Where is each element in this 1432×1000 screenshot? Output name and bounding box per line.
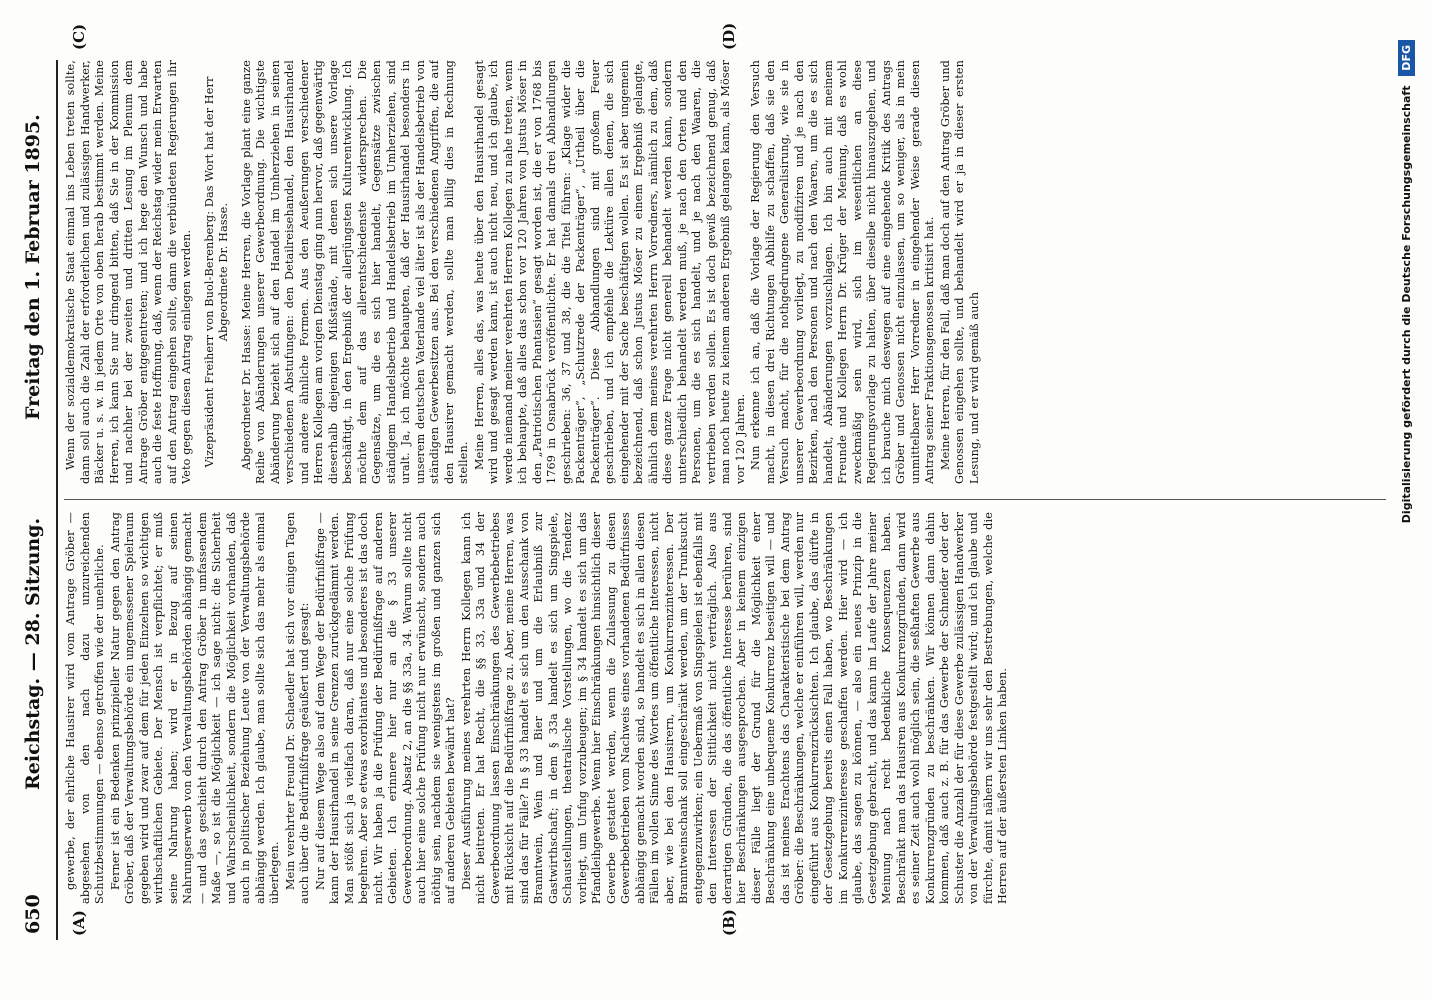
margin-letter-b: (B) bbox=[720, 909, 738, 936]
paragraph: Ferner ist ein Bedenken prinzipieller Natur gegen den Antrag Gröber, daß der Verwaltungsbehörde ein ungemessener Spielraum gegeben wird und zwar auf dem für jeden Einzelnen so wichtigen wirthschaftlichen Gebiete. Der Mensch ist verpflichtet; er muß seine Nahrung haben; wird er in Bezug auf seinen Nahrungserwerb von den Verwaltungsbehörden abhängig gemacht — und das geschieht durch den Antrag Gröber in umfassendem Maße —, so ist die Möglichkeit — ich sage nicht: die Sicherheit und Wahrscheinlichkeit, sondern die Möglichkeit vorhanden, daß auch in politischer Beziehung Leute von der Verwaltungsbehörde abhängig werden. Ich glaube, man sollte sich das mehr als einmal überlegen. bbox=[108, 512, 281, 904]
paragraph: Dieser Ausführung meines verehrten Herrn Kollegen kann ich nicht beitreten. Er hat Recht, die §§ 33, 33a und 34 der Gewerbeordnung lassen Einschränkungen des Gewerbebetriebes mit Rücksicht auf die Bedürfnißfrage zu. Aber, meine Herren, was sind das für Fälle? In § 33 handelt es sich um den Ausschank von Branntwein, Wein und Bier und um die Erlaubniß zur Gastwirthschaft; in dem § 33a handelt es sich um Singspiele, Schaustellungen, theatralische Vorstellungen, wo die Tendenz vorliegt, um Unfug vorzubeugen; im § 34 handelt es sich um das Pfandleihgewerbe. Wenn hier Einschränkungen hinsichtlich dieser Gewerbe gestattet werden, wenn die Zulassung zu diesen Gewerbebetrieben vom Nachweis eines vorhandenen Bedürfnisses abhängig gemacht worden sind, so handelt es sich in allen diesen Fällen im vollen Sinne des Wortes um öffentliche Interessen, nicht aber, wie bei den Hausirern, um Konkurrenzinteressen. Der Branntweinschank soll eingeschränkt werden, um der Trunksucht entgegenzuwirken; ein Uebermaß von Singspielen ist ebenfalls mit den Interessen der Sittlichkeit nicht verträglich. Also aus derartigen Gründen, die das öffentliche Interesse berühren, sind hier Beschränkungen ausgesprochen. Aber in keinem einzigen dieser Fälle liegt der Grund für die Möglichkeit einer Beschränkung eine unbequeme Konkurrenz beseitigen will — und das ist meines Erachtens das Charakteristische bei dem Antrag Gröber: die Beschränkungen, welche er einführen will, werden nur eingeführt aus Konkurrenzrücksichten. Ich glaube, das dürfte in der Gesetzgebung bereits einen Fall haben, wo Beschränkungen im Konkurrenzinteresse geschaffen werden. Hier wird — ich glaube, das sagen zu können, — also ein neues Prinzip in die Gesetzgebung gebracht, und das kann im Laufe der Jahre meiner Meinung nach recht bedenkliche Konsequenzen haben. Beschränkt man das Hausiren aus Konkurrenzgründen, dann wird es seiner Zeit auch wohl möglich sein, die seßhaften Gewerbe aus Konkurrenzgründen zu beschränken. Wir können dann dahin kommen, daß auch z. B. für das Gewerbe der Schneider oder der Schuster die Anzahl der für diese Gewerbe zulässigen Handwerker von der Verwaltungsbehörde festgestellt wird; und ich glaube und fürchte, damit nähern wir uns sehr den Bestrebungen, welche die Herren auf der äußersten Linken haben. bbox=[459, 512, 1009, 904]
column-divider bbox=[64, 499, 1386, 500]
paragraph: Nun erkenne ich an, daß die Vorlage der Regierung den Versuch macht, in diesen drei Richtungen Abhilfe zu schaffen, daß sie den Versuch macht, für die nothgedrungene Generalisirung, wie sie in unserer Gewerbeordnung vorliegt, zu modifiziren und je nach den Bezirken, nach den Personen und nach den Waaren, um die es sich handelt, Abänderungen vorzuschlagen. Ich bin auch mit meinem Freunde und Kollegen Herrn Dr. Krüger der Meinung, daß es wohl zweckmäßig sein wird, sich im wesentlichen an diese Regierungsvorlage zu halten, über dieselbe nicht hinauszugehen, und ich brauche mich deswegen auf eine eingehende Kritik des Antrags Gröber und Genossen nicht einzulassen, um so weniger, als in mein unmittelbarer Herr Vorredner in eingehender Weise gerade diesen Antrag seiner Fraktionsgenossen kritisirt hat. bbox=[749, 60, 936, 484]
paragraph: gewerbe, der ehrliche Hausirer wird vom Antrage Gröber — abgesehen von den nach dazu unzureichenden Schutzbestimmungen — ebenso getroffen wie der unehrliche. bbox=[64, 512, 106, 904]
paragraph: Meine Herren, alles das, was heute über den Hausirhandel gesagt wird und gesagt werden kann, ist auch nicht neu, und ich glaube, ich werde niemand meiner verehrten Herren Kollegen zu nahe treten, wenn ich behaupte, daß alles das schon vor 120 Jahren von Justus Möser in den „Patriotischen Phantasien“ gesagt worden ist, die er von 1768 bis 1769 in Osnabrück veröffentlichte. Er hat damals drei Abhandlungen geschrieben: 36, 37 und 38, die die Titel führen: „Klage wider die Packenträger“, „Schutzrede der Packenträger“, „Urtheil über die Packenträger“. Diese Abhandlungen sind mit großem Feuer geschrieben, und ich empfehle die Lektüre allen denen, die sich eingehender mit der Sache beschäftigen wollen. Es ist aber ungemein bezeichnend, daß schon Justus Möser zu einem Ergebniß gelangte, ähnlich dem meines verehrten Herrn Vorredners, nämlich zu dem, daß diese ganze Frage nicht generell behandelt werden kann, sondern unterschiedlich behandelt werden muß, je nach den Orten und den Personen, um die es sich handelt, und je nach den Waaren, die vertrieben werden sollen. Es ist doch gewiß bezeichnend genug, daß man noch heute zu keinem anderen Ergebniß gelangen kann, als Möser vor 120 Jahren. bbox=[472, 60, 747, 484]
right-column bbox=[64, 60, 1386, 484]
paragraph: Meine Herren, für den Fall, daß man doch auf den Antrag Gröber und Genossen eingehen sollte, und behandelt wird er ja in dieser ersten Lesung, und er wird gemäß auch bbox=[938, 60, 981, 484]
quoted-paragraph: Nur auf diesem Wege also auf dem Wege der Bedürfnißfrage — kann der Hausirhandel in seine Grenzen zurückgedämmt werden. Man stößt sich ja vielfach daran, daß nur eine solche Prüfung begehren. Aber so etwas exorbitantes und besonderes ist das doch nicht. Wir haben ja die Prüfung der Bedürfnißfrage auf anderen Gebieten. Ich erinnere hier nur an die § 33 unserer Gewerbeordnung. Absatz 2, an die §§ 33a, 34. Warum sollte nicht auch hier eine solche Prüfung nicht nur erwünscht, sondern auch nöthig sein, nachdem sie wenigstens im großen und ganzen sich auf anderen Gebieten bewährt hat? bbox=[313, 512, 457, 904]
issue-date: Freitag den 1. Februar 1895. bbox=[22, 114, 44, 420]
margin-letter-a: (A) bbox=[70, 910, 88, 936]
page-number: 650 bbox=[22, 894, 44, 934]
paragraph: Mein verehrter Freund Dr. Schaedler hat sich vor einigen Tagen auch über die Bedürfnißfrage geäußert und gesagt: bbox=[283, 512, 311, 904]
margin-letter-c: (C) bbox=[70, 23, 88, 50]
paragraph: Wenn der sozialdemokratische Staat einmal ins Leben treten sollte, dann soll auch die Zahl der erforderlichen und zulässigen Handwerker, Bäcker u. s. w. in jedem Orte von oben herab bestimmt werden. Meine Herren, ich kann Sie nur dringend bitten, daß Sie in der Kommission und nachher bei der zweiten und dritten Lesung im Plenum dem Antrage Gröber entgegentreten; und ich hege den Wunsch und habe auch die feste Hoffnung, daß, wenn der Reichstag wider mein Erwarten auf den Antrag eingehen sollte, dann die verbündeten Regierungen ihr Veto gegen diesen Antrag einlegen werden. bbox=[64, 60, 193, 484]
dfg-logo: DFG bbox=[1398, 40, 1415, 76]
credit-text: Digitalisierung gefördert durch die Deutsche Forschungsgemeinschaft bbox=[1400, 85, 1413, 524]
paragraph: Abgeordneter Dr. Hasse: Meine Herren, die Vorlage plant eine ganze Reihe von Abänderungen unserer Gewerbeordnung. Die wichtigste Abänderung bezieht sich auf den Handel im Umherziehen in seinen verschiedenen Abstufungen: den Detailreisehandel, den Hausirhandel und andere ähnliche Formen. Aus den Aeußerungen verschiedener Herren Kollegen am vorigen Dienstag ging nun hervor, daß gegenwärtig dieserhalb diejenigen Mißstände, mit denen sich unsere Vorlage beschäftigt, in den Ergebniß der allerjüngsten Kulturentwicklung. Ich möchte dem auf das allerentschiedenste widersprechen. Die Gegensätze, um die es sich hier handelt, Gegensätze zwischen ständigem Handelsbetrieb und Handelsbetrieb im Umherziehen, sind uralt. Ja, ich möchte behaupten, daß der Hausirhandel besonders in unserem deutschen Vaterlande viel älter ist als der Handelsbetrieb von ständigen Gewerbesitzen aus. Bei den verschiedenen Angriffen, die auf den Hausirer gemacht werden, sollte man billig dies in Rechnung stellen. bbox=[239, 60, 470, 484]
page-header bbox=[12, 60, 58, 940]
digitization-credit bbox=[1398, 40, 1426, 960]
publication-title: Reichstag. — 28. Sitzung. bbox=[22, 517, 44, 790]
left-column bbox=[64, 512, 1386, 904]
speaker-announcement: Vizepräsident Freiherr von Buol-Berenberg: Das Wort hat der Herr Abgeordnete Dr. Hasse. bbox=[202, 76, 230, 468]
margin-letter-d: (D) bbox=[720, 22, 738, 50]
